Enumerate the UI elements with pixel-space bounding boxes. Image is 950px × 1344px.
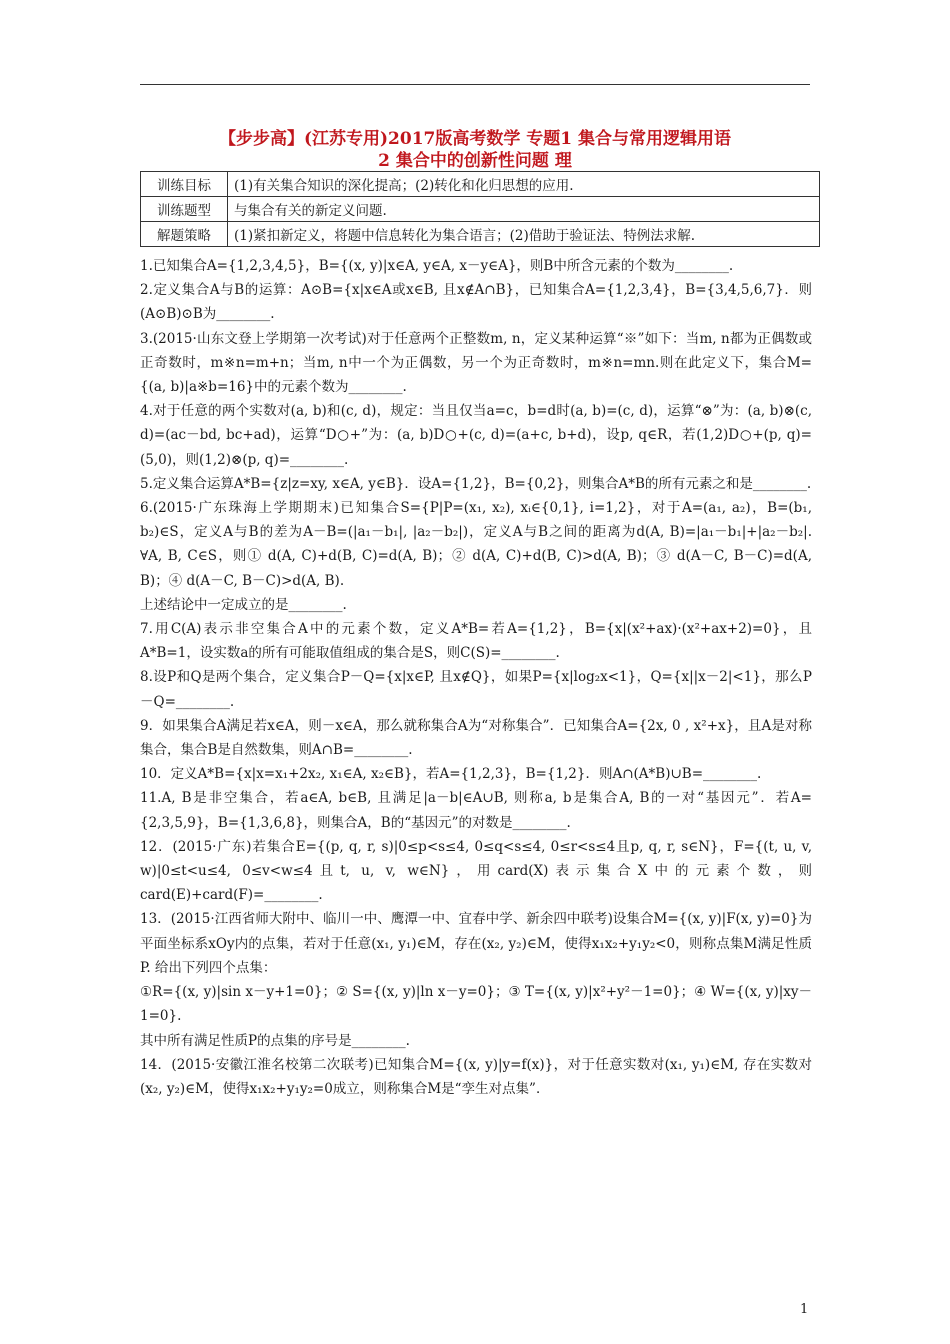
table-row (141, 172, 820, 197)
page-number: 1 (800, 1302, 809, 1317)
table-value: (1)紧扣新定义，将题中信息转化为集合语言；(2)借助于验证法、特例法求解. (228, 222, 820, 247)
title-line-1: 【步步高】(江苏专用)2017版高考数学 专题1 集合与常用逻辑用语 (218, 129, 732, 149)
header-rule (140, 84, 810, 85)
problem-6-question: 上述结论中一定成立的是________. (140, 596, 347, 613)
table-label: 训练目标 (141, 172, 228, 197)
problem-13-sets: ①R={(x, y)|sin x－y+1=0}；② S={(x, y)|ln x－y=0}；③ T={(x, y)|x²+y²－1=0}；④ W={(x, y)|xy－1=0}. (140, 984, 812, 1025)
table-value: 与集合有关的新定义问题. (228, 197, 820, 222)
training-info-table (140, 171, 820, 247)
table-row (141, 197, 820, 222)
problem-12: 12．(2015·广东)若集合E={(p, q, r, s)|0≤p<s≤4, 0≤q<s≤4, 0≤r<s≤4且p, q, r, s∈N}，F={(t, u, v, w)|0≤t<u≤4, 0≤v<w≤4且t, u, v, w∈N}，用card(X)表示集合X中的元素个数，则card(E)+card(F)=________. (140, 838, 812, 904)
title-line-2: 2 集合中的创新性问题 理 (378, 151, 572, 171)
problem-2: 2.定义集合A与B的运算：A⊙B={x|x∈A或x∈B, 且x∉A∩B}，已知集合A={1,2,3,4}，B={3,4,5,6,7}．则(A⊙B)⊙B为________. (140, 282, 812, 323)
table-label: 解题策略 (141, 222, 228, 247)
problem-list (140, 254, 812, 1101)
problem-4: 4.对于任意的两个实数对(a, b)和(c, d)，规定：当且仅当a=c，b=d时(a, b)=(c, d)，运算“⊗”为：(a, b)⊗(c, d)=(ac－bd, bc+ad)，运算“D○+”为：(a, b)D○+(c, d)=(a+c, b+d)，设p, q∈R，若(1,2)D○+(p, q)=(5,0)，则(1,2)⊗(p, q)=________. (140, 403, 812, 468)
problem-14: 14．(2015·安徽江淮名校第二次联考)已知集合M={(x, y)|y=f(x)}，对于任意实数对(x₁, y₁)∈M, 存在实数对(x₂, y₂)∈M，使得x₁x₂+y₁y₂=0成立，则称集合M是“孪生对点集”． (140, 1056, 812, 1097)
table-label: 训练题型 (141, 197, 228, 222)
problem-3: 3.(2015·山东文登上学期第一次考试)对于任意两个正整数m, n，定义某种运算“※”如下：当m, n都为正偶数或正奇数时，m※n=m+n；当m, n中一个为正偶数，另一个为正奇数时，m※n=mn.则在此定义下，集合M={(a, b)|a※b=16}中的元素个数为________. (140, 330, 812, 396)
problem-13: 13．(2015·江西省师大附中、临川一中、鹰潭一中、宜春中学、新余四中联考)设集合M={(x, y)|F(x, y)=0}为平面坐标系xOy内的点集，若对于任意(x₁, y₁)∈M，存在(x₂, y₂)∈M，使得x₁x₂+y₁y₂<0，则称点集M满足性质P. 给出下列四个点集： (140, 911, 812, 976)
problem-13-question: 其中所有满足性质P的点集的序号是________. (140, 1032, 410, 1049)
problem-11: 11.A, B是非空集合，若a∈A, b∈B, 且满足|a－b|∈A∪B, 则称a, b是集合A, B的一对“基因元”．若A={2,3,5,9}，B={1,3,6,8}，则集合A，B的“基因元”的对数是________. (140, 790, 812, 831)
problem-8: 8.设P和Q是两个集合，定义集合P－Q={x|x∈P, 且x∉Q}，如果P={x|log₂x<1}，Q={x||x－2|<1}，那么P－Q=________. (140, 669, 812, 710)
problem-6: 6.(2015·广东珠海上学期期末)已知集合S={P|P=(x₁, x₂), xᵢ∈{0,1}, i=1,2}，对于A=(a₁, a₂)，B=(b₁, b₂)∈S，定义A与B的差为A－B=(|a₁－b₁|, |a₂－b₂|)，定义A与B之间的距离为d(A, B)=|a₁－b₁|+|a₂－b₂|. ∀A, B, C∈S，则① d(A, C)+d(B, C)=d(A, B)；② d(A, C)+d(B, C)>d(A, B)；③ d(A－C, B－C)=d(A, B)；④ d(A－C, B－C)>d(A, B). (140, 500, 812, 589)
document-title (140, 128, 810, 172)
problem-9: 9．如果集合A满足若x∈A，则－x∈A，那么就称集合A为“对称集合”．已知集合A={2x, 0 , x²+x}，且A是对称集合，集合B是自然数集，则A∩B=________. (140, 717, 812, 759)
table-value: (1)有关集合知识的深化提高；(2)转化和化归思想的应用. (228, 172, 820, 197)
problem-7: 7.用C(A)表示非空集合A中的元素个数，定义A*B=若A={1,2}，B={x|(x²+ax)·(x²+ax+2)=0}，且A*B=1，设实数a的所有可能取值组成的集合是S，则C(S)=________. (140, 621, 812, 662)
problem-5: 5.定义集合运算A*B={z|z=xy, x∈A, y∈B}．设A={1,2}，B={0,2}，则集合A*B的所有元素之和是________. (140, 475, 812, 492)
problem-1: 1.已知集合A={1,2,3,4,5}，B={(x, y)|x∈A, y∈A, x－y∈A}，则B中所含元素的个数为________. (140, 258, 734, 274)
problem-10: 10．定义A*B={x|x=x₁+2x₂, x₁∈A, x₂∈B}，若A={1,2,3}，B={1,2}．则A∩(A*B)∪B=________. (140, 766, 762, 783)
table-row (141, 222, 820, 247)
